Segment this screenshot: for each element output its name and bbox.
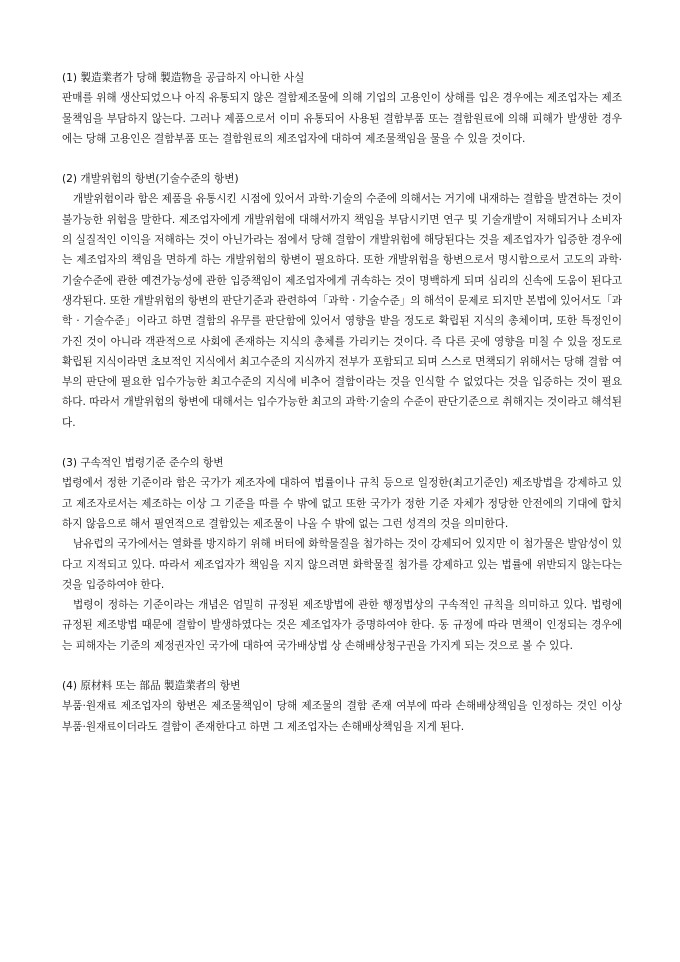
document-page [62,68,622,737]
section-paragraph: 법령에서 정한 기준이라 함은 국가가 제조자에 대하여 법률이나 규칙 등으로 일정한(최고기준인) 제조방법을 강제하고 있고 제조자로서는 제조하는 이상 그 기준을 따를 수 밖에 없고 또한 국가가 정한 기준 자체가 정당한 안전에의 기대에 합치하지 않음으로 해서 필연적으로 결함있는 제조물이 나올 수 밖에 없는 그런 성격의 것을 의미한다. [62,477,622,530]
section-paragraph: 남유럽의 국가에서는 열화를 방지하기 위해 버터에 화학물질을 첨가하는 것이 강제되어 있지만 이 첨가물은 발암성이 있다고 지적되고 있다. 따라서 제조업자가 책임을 지지 않으려면 화학물질 첨가를 강제하고 있는 법률에 위반되지 않는다는 것을 입증하여야 한다. [62,538,622,591]
section-not-supplied [62,68,622,149]
section-paragraph: 개발위험이라 함은 제품을 유통시킨 시점에 있어서 과학·기술의 수준에 의해서는 거기에 내재하는 결함을 발견하는 것이 불가능한 위험을 말한다. 제조업자에게 개발위험에 대해서까지 책임을 부담시키면 연구 및 기술개발이 저해되거나 소비자의 실질적인 이익을 저해하는 것이 아닌가라는 점에서 당해 결함이 개발위험에 해당된다는 것을 제조업자가 입증한 경우에는 제조업자의 책임을 면하게 하는 개발위험의 항변이 필요하다. 또한 개발위험을 항변으로서 명시함으로서 고도의 과학·기술수준에 관한 예견가능성에 관한 입증책임이 제조업자에게 귀속하는 것이 명백하게 되며 심리의 신속에 도움이 된다고 생각된다. 또한 개발위험의 항변의 판단기준과 관련하여「과학 · 기술수준」의 해석이 문제로 되지만 본법에 있어서도「과학 · 기술수준」이라고 하면 결함의 유무를 판단함에 있어서 영향을 받을 정도로 확립된 지식의 총체이며, 또한 특정인이 가진 것이 아니라 객관적으로 사회에 존재하는 지식의 총체를 가리키는 것이다. 즉 다른 곳에 영향을 미칠 수 있을 정도로 확립된 지식이라면 초보적인 지식에서 최고수준의 지식까지 전부가 포함되고 되며 스스로 면책되기 위해서는 당해 결함 여부의 판단에 필요한 입수가능한 최고수준의 지식에 비추어 결함이라는 것을 인식할 수 없었다는 것을 입증하는 것이 필요하다. 따라서 개발위험의 항변에 대해서는 입수가능한 최고의 과학·기술의 수준이 판단기준으로 취해지는 것이라고 해석된다. [62,193,622,429]
section-regulatory-compliance [62,453,622,656]
section-component-manufacturer [62,676,622,737]
section-heading: (3) 구속적인 법령기준 준수의 항변 [62,457,224,470]
section-paragraph: 법령이 정하는 기준이라는 개념은 엄밀히 규정된 제조방법에 관한 행정법상의 구속적인 규칙을 의미하고 있다. 법령에 규정된 제조방법 때문에 결함이 발생하였다는 것은 제조업자가 증명하여야 한다. 동 규정에 따라 면책이 인정되는 경우에는 피해자는 기준의 제정권자인 국가에 대하여 국가배상법 상 손해배상청구권을 가지게 되는 것으로 볼 수 있다. [62,599,622,652]
section-development-risk [62,169,622,433]
section-paragraph: 판매를 위해 생산되었으나 아직 유통되지 않은 결함제조물에 의해 기업의 고용인이 상해를 입은 경우에는 제조업자는 제조물책임을 부담하지 않는다. 그러나 제품으로서 이미 유통되어 사용된 결함부품 또는 결함원료에 의해 피해가 발생한 경우에는 당해 고용인은 결함부품 또는 결함원료의 제조업자에 대하여 제조물책임을 물을 수 있을 것이다. [62,92,622,145]
section-heading: (2) 개발위험의 항변(기술수준의 항변) [62,173,239,186]
section-heading: (4) 原材料 또는 部品 製造業者의 항변 [62,680,241,693]
section-heading: (1) 製造業者가 당해 製造物을 공급하지 아니한 사실 [62,72,305,84]
section-paragraph: 부품·원재료 제조업자의 항변은 제조물책임이 당해 제조물의 결함 존재 여부에 따라 손해배상책임을 인정하는 것인 이상 부품·원재료이더라도 결함이 존재한다고 하면 그 제조업자는 손해배상책임을 지게 된다. [62,700,622,733]
